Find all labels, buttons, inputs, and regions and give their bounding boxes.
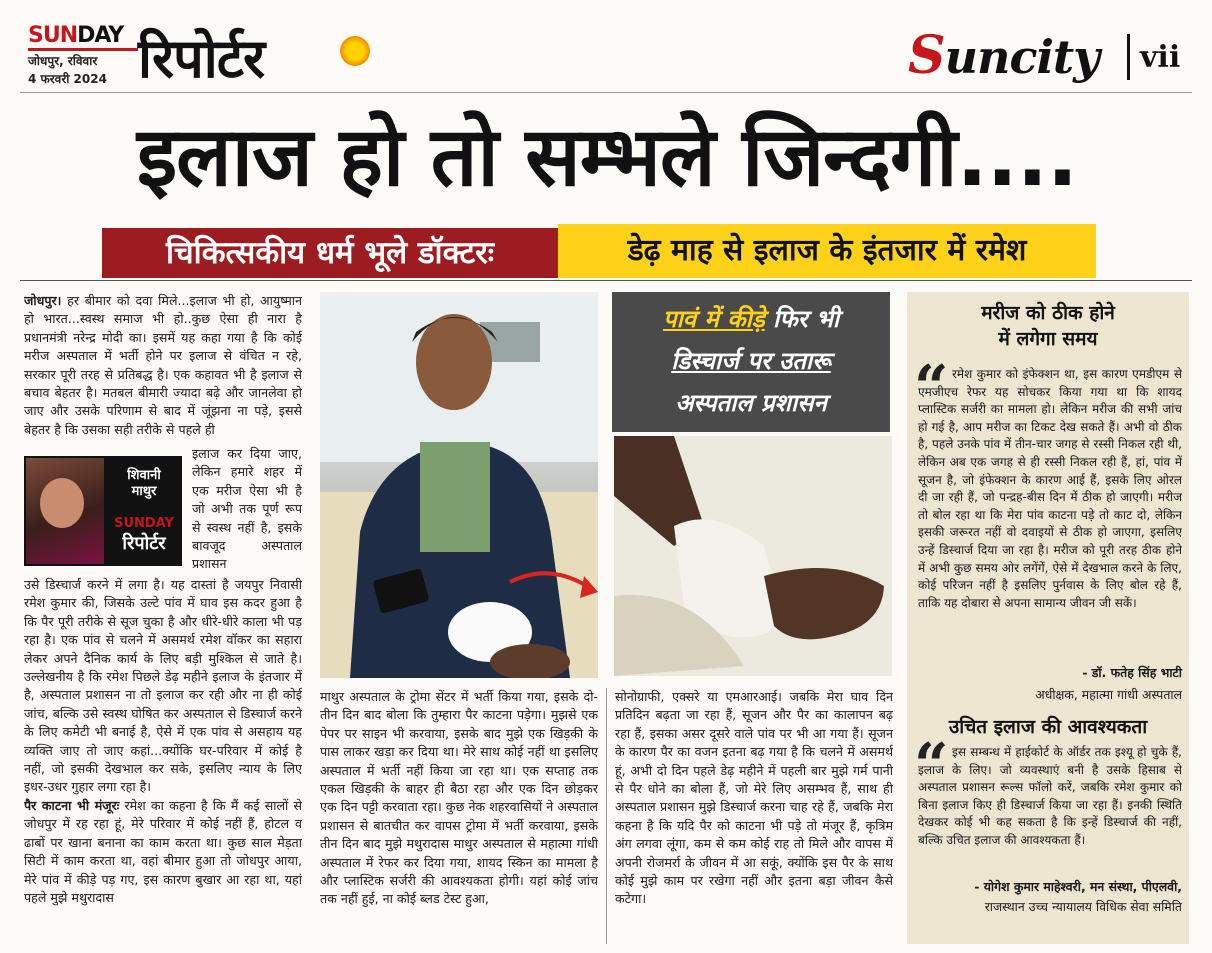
edition-place-day: जोधपुर, रविवार <box>28 54 98 68</box>
callout-line-1 <box>612 302 890 336</box>
patient-photo <box>320 292 598 678</box>
sidebar-title-2: उचित इलाज की आवश्यकता <box>948 716 1148 738</box>
suncity-rest: uncity <box>944 30 1099 84</box>
main-headline: इलाज हो तो सम्भले जिन्दगी.... <box>136 110 1078 205</box>
callout-line-2 <box>612 344 890 378</box>
sidebar-quote-2-text: इस सम्बन्ध में हाईकोर्ट के ऑर्डर तक इश्यू हो चुके हैं, इलाज के लिए। जो व्यवस्थाएं बनी है उसके हिसाब से अस्पताल प्रशासन रूल्स फॉलो करें, जबकि रमेश कुमार को बिना इलाज किए ही डिस्चार्ज किया जा रहा हैं। इनकी स्थिति देखकर कोई भी कह सकता है कि इन्हें डिस्चार्ज की नहीं, बल्कि उचित इलाज की आवश्यकता हैं। <box>918 745 1182 847</box>
callout-box <box>612 292 890 432</box>
quote-2-role: राजस्थान उच्च न्यायालय विधिक सेवा समिति <box>984 899 1182 914</box>
subsection-label: पैर काटना भी मंजूरः <box>24 797 120 813</box>
page-number: vii <box>1140 40 1181 75</box>
article-paragraph-1c: उसे डिस्चार्ज करने में लगा है। यह दास्तां है जयपुर निवासी रमेश कुमार की, जिसके उल्टे पांव में घाव इस कदर हुआ है कि पैर पूरी तरीके से सूज चुका है और धीरे-धीरे काला भी पड़ रहा है। एक पांव से चलने में असमर्थ रमेश वॉकर का सहारा लेकर अपने दैनिक कार्य के लिए बड़ी मुश्किल से जाते है। उल्लेखनीय है कि रमेश पिछले डेढ़ महीने इलाज के इंतजार में है, अस्पताल प्रशासन ना तो इलाज कर रही और ना ही कोई जांच, बल्कि उसे स्वस्थ घोषित कर अस्पताल से डिस्चार्ज करने के लिए कमेटी भी बनाई है, ऐसे में एक पांव से असहाय यह व्यक्ति जाए तो जाए कहां...क्योंकि घर-परिवार में कोई है नहीं, जो इसकी देखभाल कर सके, इसलिए न्याय के लिए इधर-उधर गुहार लगा रहा है। <box>24 577 302 795</box>
subhead-rule <box>20 280 1192 281</box>
sidebar-quote-1-text: रमेश कुमार को इंफेक्शन था, इस कारण एमडीएम से एमजीएच रेफर यह सोचकर किया गया था कि शायद प्लास्टिक सर्जरी का मामला हो। लेकिन मरीज की सभी जांच हो गई है, आप मरीज का टिकट देख सकते हैं। अभी वो ठीक है, पहले उनके पांव में तीन-चार जगह से रस्सी निकल रही थी, लेकिन अब एक जगह से ही रस्सी निकल रही हैं, हां, पांव में सूजन है, जो इंफेक्शन के कारण आई हैं, इसके लिए ओरल दी जा रही हैं, जो पन्द्रह-बीस दिन में ठीक हो जाएगी। मरीज तो बोल रहा था कि मेरा पांव काटना पड़े तो काट दो, लेकिन इसकी जरूरत नहीं वो दवाइयों से ठीक हो जाएगा, इसलिए उन्हें डिस्चार्ज दिया जा रहा है। मरीज को पूरी तरह ठीक होने में अभी कुछ समय ओर लगेंगें, ऐसे में देखभाल करने के लिए, कोई परिजन नहीं है इसलिए पुर्नवास के लिए बोल रहे हैं, ताकि यह दोबारा से अपना सामान्य जीवन जी सकें। <box>918 367 1182 610</box>
article-paragraph-1b <box>192 445 302 575</box>
quote-2-signature: - योगेश कुमार माहेश्वरी, मन संस्था, पीएलवी, <box>974 879 1182 894</box>
subhead-right: डेढ़ माह से इलाज के इंतजार में रमेश <box>558 224 1096 278</box>
callout-line-1-rest: फिर भी <box>764 305 840 333</box>
wound-illustration <box>614 436 892 676</box>
callout-highlight: पावं में कीड़े <box>662 305 765 333</box>
author-first-name: शिवानी <box>127 468 161 483</box>
sidebar-title-1-line-2: में लगेगा समय <box>998 328 1098 350</box>
masthead-rule <box>20 92 1192 93</box>
author-face <box>40 478 84 528</box>
sidebar-quote-2 <box>918 744 1182 876</box>
reporter-logo: रिपोर्टर <box>138 27 265 90</box>
page-number-divider <box>1127 34 1130 80</box>
quote-icon: “ <box>914 731 949 801</box>
suncity-logo <box>908 26 1099 87</box>
article-text-wrap: इलाज कर दिया जाए, लेकिन हमारे शहर में एक मरीज ऐसा भी है जो अभी तक पूर्ण रूप से स्वस्थ नहीं है, इसके बावजूद अस्पताल प्रशासन <box>192 446 302 572</box>
logo-sun-text: SUN <box>28 23 78 48</box>
dateline: जोधपुर। <box>24 293 62 308</box>
callout-line-2-text: डिस्चार्ज पर उतारू <box>671 347 831 375</box>
patient-illustration <box>320 292 598 678</box>
sidebar-title-1-line-1: मरीज को ठीक होने <box>981 302 1115 324</box>
article-paragraph-2: रमेश का कहना है कि मैं कई सालों से जोधपुर में रह रहा हूं, मेरे परिवार में कोई नहीं हैं, होटल व ढाबों पर खाना बनाना का काम करता था। कुछ साल मेड़ता सिटी में काम करता था, वहां बीमार हुआ तो जोधपुर आया, मेरे पांव में कीड़े पड़ गए, इस कारण बुखार आ रहा था, यहां पहले मुझे मथुरादास <box>24 797 302 905</box>
column-divider <box>606 688 607 944</box>
quote-1-signature: - डॉ. फतेह सिंह भाटी <box>1082 665 1182 680</box>
suncity-s: S <box>908 25 945 86</box>
article-column-3-text: सोनोग्राफी, एक्सरे या एमआरआई। जबकि मेरा घाव दिन प्रतिदिन बढ़ता जा रहा हैं, सूजन और पैर का कालापन बढ़ रहा हैं, इसका असर दूसरे वाले पांव पर भी आ गया हैं। सूजन के कारण पैर का वजन इतना बढ़ गया है कि चलने में असमर्थ हूं, अभी दो दिन पहले डेढ़ महीने में पहली बार मुझे गर्म पानी से पैर धोने का बोला हैं, जो मेरे लिए असम्भव हैं, साथ ही अस्पताल प्रशासन मुझे डिस्चार्ज करना चाह रहे हैं, जबकि मेरा कहना है कि यदि पैर को काटना भी पड़े तो मंजूर हैं, कृत्रिम अंग लगवा लूंगा, कम से कम कोई राह तो मिले और वापस में अपनी रोजमर्रा के जीवन में आ सकूं, क्योंकि इस पैर के साथ कोई मुझे काम पर रखेगा नहीं और इतना बड़ा जीवन कैसे कटेगा। <box>615 689 893 907</box>
author-last-name: माथुर <box>131 484 157 499</box>
quote-icon: “ <box>914 353 949 423</box>
author-brand-sunday: SUNDAY <box>114 516 174 531</box>
sunday-logo <box>28 24 123 48</box>
article-intro <box>24 292 302 444</box>
sun-icon <box>340 36 370 66</box>
author-brand-reporter: रिपोर्टर <box>122 533 166 554</box>
logo-day-text: DAY <box>77 23 124 48</box>
sidebar-title-1 <box>907 300 1189 352</box>
article-column-1 <box>24 576 302 948</box>
article-column-2-text: माथुर अस्पताल के ट्रोमा सेंटर में भर्ती किया गया, इसके दो-तीन दिन बाद बोला कि तुम्हारा पैर काटना पड़ेगा। मुझसे एक पेपर पर साइन भी करवाया, इसके बाद मुझे एक खिड़की के पास लाकर खड़ा कर दिया था। मेरे साथ कोई नहीं था इसलिए अस्पताल में भर्ती नहीं किया जा रहा था। एक सप्ताह तक एकल खिड़की के बाहर ही बैठा रहा और एक दिन छोड़कर एक दिन पट्टी करवाता रहा। कुछ नेक शहरवासियों ने अस्पताल प्रशासन से बातचीत कर वापस ट्रोमा में भर्ती करवाया, इसके तीन दिन बाद मुझे मथुरादास माथुर अस्पताल से महात्मा गांधी अस्पताल में रेफर कर दिया गया, शायद स्किन का मामला है और प्लास्टिक सर्जरी की आवश्यकता होगी। यहां कोई जांच तक नहीं हुई, ना कोई ब्लड टेस्ट हुआ, <box>320 689 598 907</box>
author-name <box>104 468 184 500</box>
wound-photo <box>614 436 892 676</box>
article-paragraph-1: हर बीमार को दवा मिले...इलाज भी हो, आयुष्मान हो भारत...स्वस्थ समाज भी हो..कुछ ऐसा ही नारा है प्रधानमंत्री नरेन्द्र मोदी का। इसमें यह कहा गया है कि कोई मरीज अस्पताल में भर्ती होने पर इलाज से वंचित न रहे, सरकार पूरी तरह से प्रतिबद्ध है। एक कहावत भी है इलाज से बचाव बेहतर है। मतबल बीमारी ज्यादा बढ़े और जानलेवा हो जाए और उसके परिणाम से बाद में जूंझना ना पड़े, इससे बेहतर है कि उसका सही तरीके से पहले ही <box>24 293 302 437</box>
sidebar-quote-1 <box>918 366 1182 656</box>
article-column-2 <box>320 688 598 948</box>
logo-underline <box>28 48 138 51</box>
article-column-3 <box>615 688 893 948</box>
callout-line-3: अस्पताल प्रशासन <box>675 389 827 417</box>
edition-date: 4 फरवरी 2024 <box>28 72 107 86</box>
subhead-left: चिकित्सकीय धर्म भूले डॉक्टरः <box>102 228 558 278</box>
quote-1-role: अधीक्षक, महात्मा गांधी अस्पताल <box>1035 687 1182 702</box>
